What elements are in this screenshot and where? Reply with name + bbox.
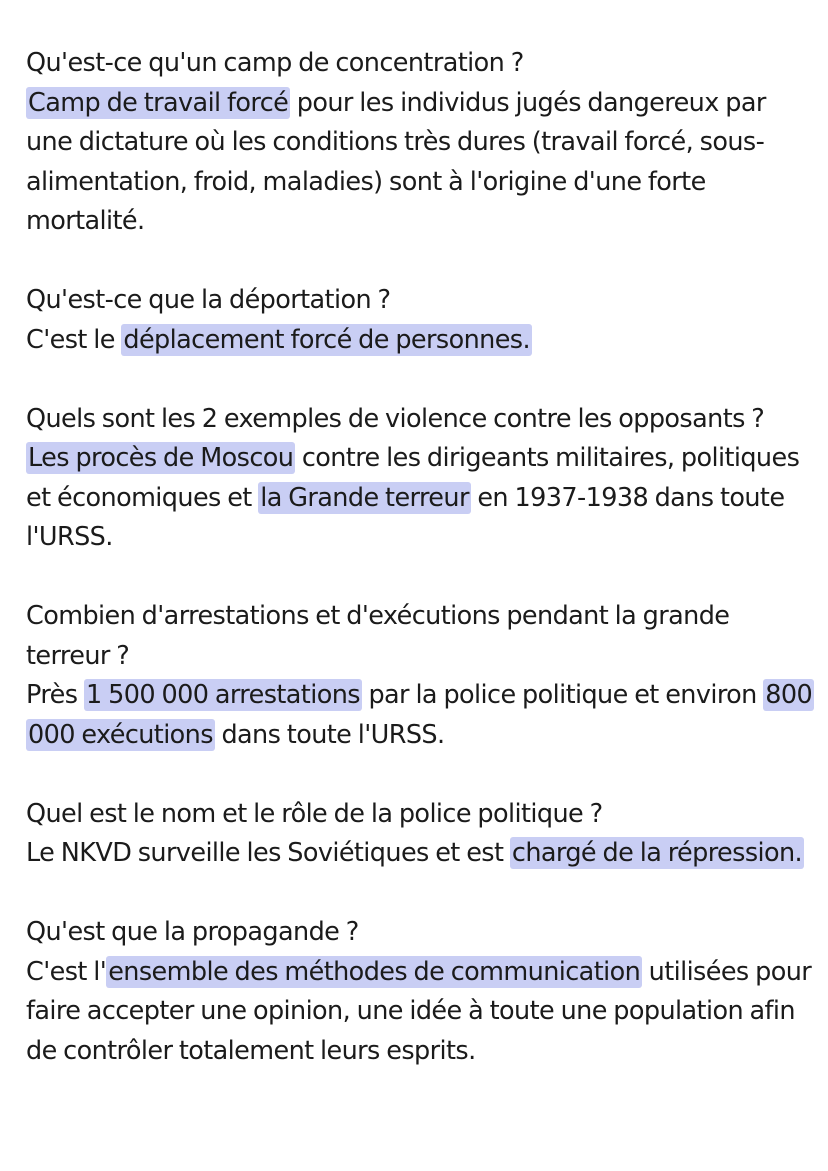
answer-text (26, 676, 816, 755)
highlighted-term: Les procès de Moscou (28, 443, 294, 473)
answer-text (26, 321, 816, 361)
answer-segment: C'est l' (26, 956, 107, 987)
highlighted-term: 1 500 000 arrestations (85, 680, 360, 710)
answer-segment: utilisées pour faire accepter une opinion, une idée à toute une population afin de contrôler totalement leurs esprits. (26, 956, 812, 1066)
answer-segment: en 1937-1938 dans toute l'URSS. (26, 482, 785, 552)
qa-violence-examples (26, 400, 816, 558)
highlighted-term: déplacement forcé de personnes. (123, 324, 530, 355)
highlighted-term: la Grande terreur (260, 482, 469, 513)
question-text: Combien d'arrestations et d'exécutions pendant la grande terreur ? (26, 601, 730, 671)
highlighted-term: Camp de travail forcé (28, 87, 289, 118)
answer-text (26, 834, 816, 874)
qa-political-police (26, 795, 816, 874)
answer-segment: pour les individus jugés dangereux par une dictature où les conditions très dures (travail forcé, sous-alimentation, froid, maladies) sont à l'origine d'une forte mortalité. (26, 87, 766, 236)
answer-segment: Près (26, 680, 84, 710)
qa-deportation (26, 281, 816, 360)
highlighted-term: ensemble des méthodes de communication (108, 956, 641, 987)
answer-text (26, 84, 816, 242)
question-text: Quel est le nom et le rôle de la police politique ? (26, 798, 603, 829)
answer-text (26, 439, 816, 558)
answer-segment: par la police politique et environ (361, 680, 764, 710)
notes-page (26, 44, 816, 1111)
highlighted-term: 800 000 exécutions (28, 680, 813, 750)
qa-propaganda (26, 913, 816, 1071)
question-text: Qu'est que la propagande ? (26, 917, 359, 947)
answer-segment: Le NKVD surveille les Soviétiques et est (26, 838, 510, 868)
question-text: Qu'est-ce que la déportation ? (26, 285, 391, 315)
question-text: Quels sont les 2 exemples de violence contre les opposants ? (26, 403, 765, 434)
qa-concentration-camp (26, 44, 816, 242)
answer-segment: C'est le (26, 324, 122, 355)
answer-text (26, 953, 816, 1072)
qa-arrests-executions (26, 597, 816, 755)
highlighted-term: chargé de la répression. (511, 838, 803, 868)
answer-segment: dans toute l'URSS. (214, 719, 445, 750)
answer-segment: contre les dirigeants militaires, politiques et économiques et (26, 443, 800, 513)
question-text: Qu'est-ce qu'un camp de concentration ? (26, 48, 524, 78)
